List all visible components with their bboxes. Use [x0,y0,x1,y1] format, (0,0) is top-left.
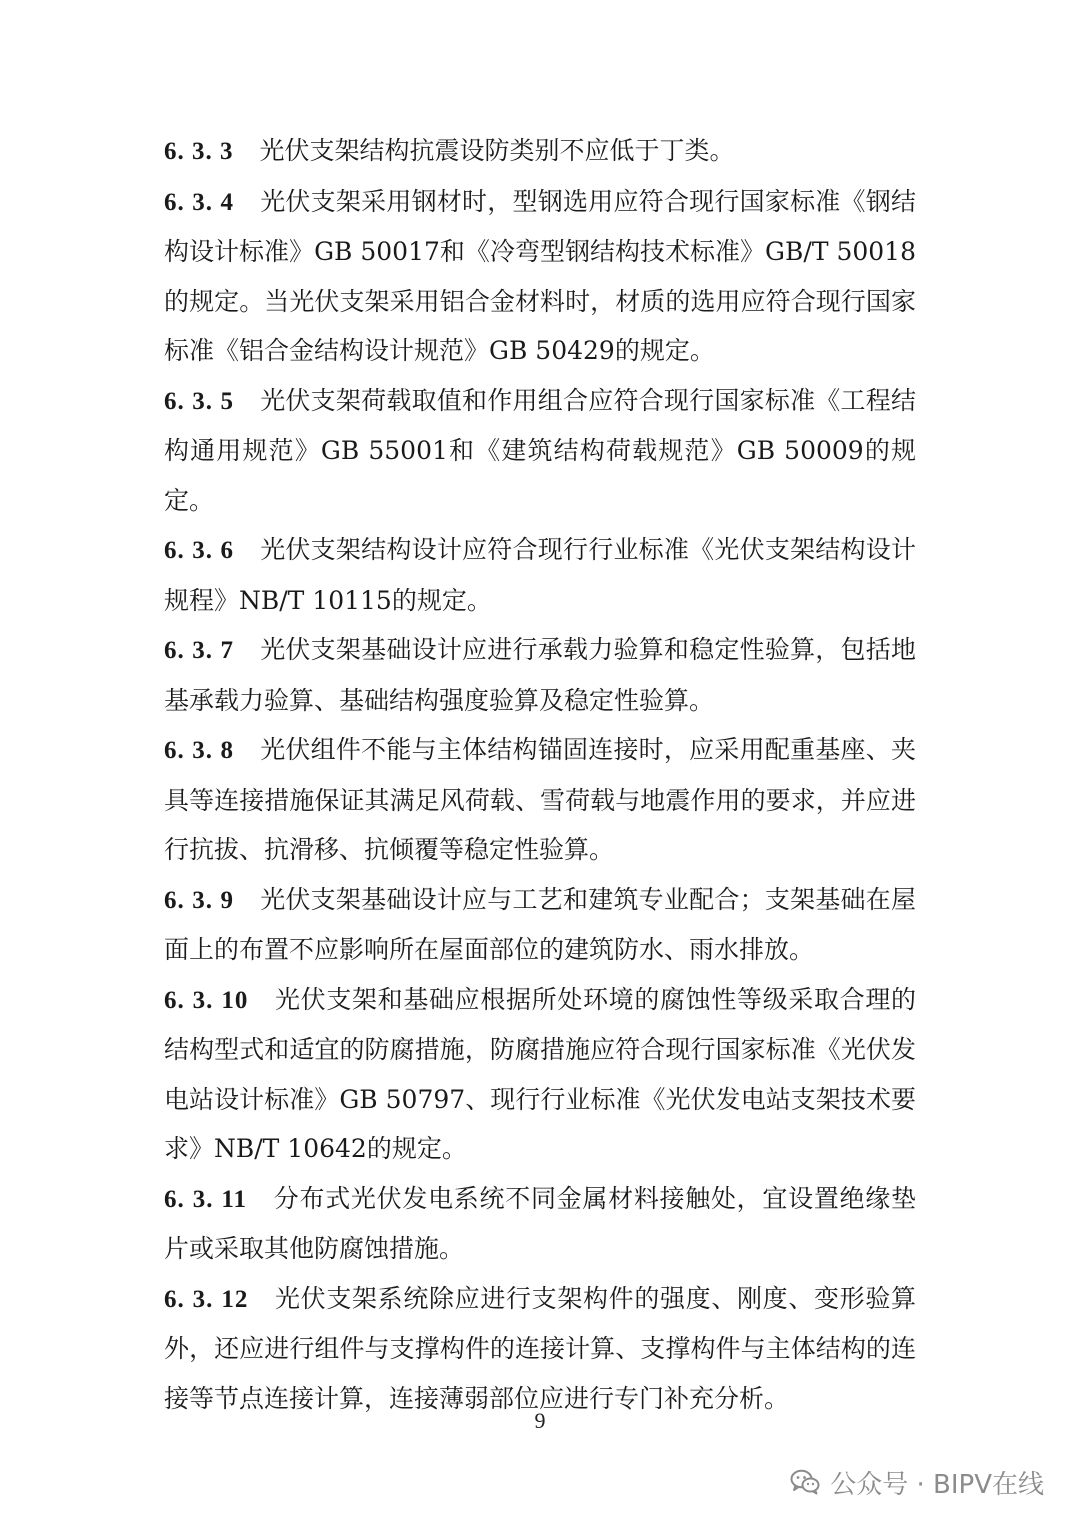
clause-number: 6. 3. 4 [164,188,234,216]
clause-text: 光伏支架基础设计应进行承载力验算和稳定性验算，包括地基承载力验算、基础结构强度验算及稳定性验算。 [164,635,916,715]
clause-text: 光伏支架荷载取值和作用组合应符合现行国家标准《工程结构通用规范》GB 55001和《建筑结构荷载规范》GB 50009的规定。 [164,385,916,515]
clause-number: 6. 3. 3 [164,138,234,165]
clause-6-3-8 [164,725,916,875]
clause-6-3-6 [164,525,916,625]
clause-6-3-12 [164,1274,916,1424]
clause-6-3-7 [164,625,916,725]
clause-list [164,126,916,1423]
clause-text: 光伏支架结构抗震设防类别不应低于丁类。 [259,136,735,165]
clause-number: 6. 3. 5 [164,387,234,415]
clause-number: 6. 3. 6 [164,537,234,564]
clause-number: 6. 3. 9 [164,886,234,914]
clause-6-3-11 [164,1174,916,1274]
clause-text: 光伏支架系统除应进行支架构件的强度、刚度、变形验算外，还应进行组件与支撑构件的连接计算、支撑构件与主体结构的连接等节点连接计算，连接薄弱部位应进行专门补充分析。 [164,1283,916,1413]
wechat-icon [790,1469,820,1495]
clause-number: 6. 3. 8 [164,737,234,764]
clause-6-3-5 [164,376,916,526]
clause-text: 分布式光伏发电系统不同金属材料接触处，宜设置绝缘垫片或采取其他防腐蚀措施。 [164,1183,916,1263]
clause-text: 光伏组件不能与主体结构锚固连接时，应采用配重基座、夹具等连接措施保证其满足风荷载、雪荷载与地震作用的要求，并应进行抗拔、抗滑移、抗倾覆等稳定性验算。 [164,735,916,864]
clause-text: 光伏支架基础设计应与工艺和建筑专业配合；支架基础在屋面上的布置不应影响所在屋面部位的建筑防水、雨水排放。 [164,884,916,964]
clause-6-3-10 [164,975,916,1174]
clause-number: 6. 3. 12 [164,1285,249,1313]
clause-6-3-3 [164,126,916,177]
clause-6-3-4 [164,177,916,376]
clause-6-3-9 [164,875,916,975]
clause-number: 6. 3. 10 [164,986,249,1014]
clause-text: 光伏支架采用钢材时，型钢选用应符合现行国家标准《钢结构设计标准》GB 50017和《冷弯型钢结构技术标准》GB/T 50018的规定。当光伏支架采用铝合金材料时，材质的选用应符合现行国家标准《铝合金结构设计规范》GB 50429的规定。 [164,186,916,365]
clause-text: 光伏支架和基础应根据所处环境的腐蚀性等级采取合理的结构型式和适宜的防腐措施，防腐措施应符合现行国家标准《光伏发电站设计标准》GB 50797、现行行业标准《光伏发电站支架技术要求》NB/T 10642的规定。 [164,984,916,1163]
page-number: 9 [534,1408,546,1433]
watermark [790,1460,1044,1504]
clause-number: 6. 3. 7 [164,637,234,664]
clause-number: 6. 3. 11 [164,1185,248,1213]
watermark-text: 公众号 · BIPV在线 [830,1469,1044,1500]
clause-text: 光伏支架结构设计应符合现行行业标准《光伏支架结构设计规程》NB/T 10115的规定。 [164,535,916,615]
